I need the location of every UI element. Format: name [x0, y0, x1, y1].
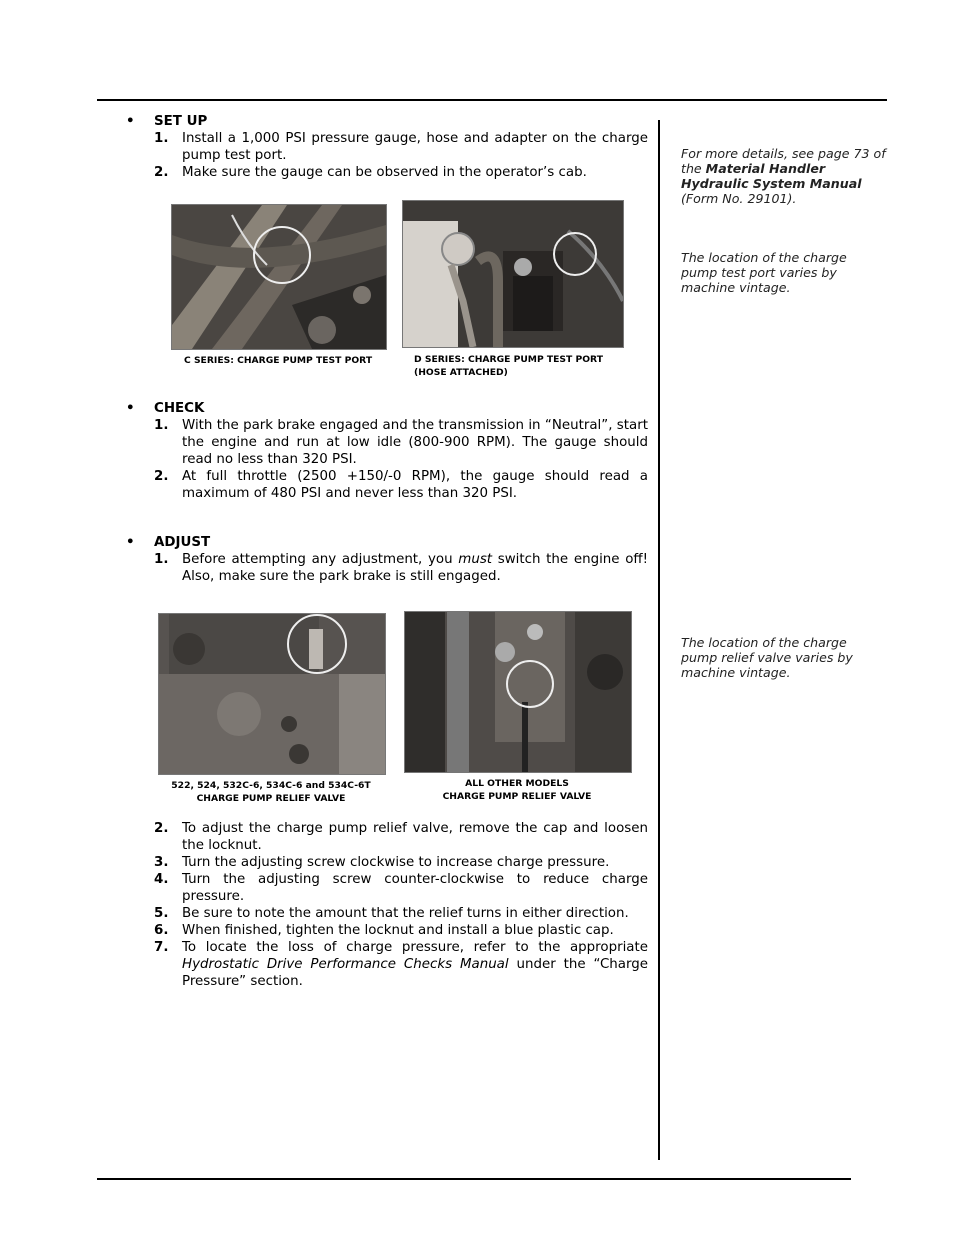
manual-reference: Material Handler Hydraulic System Manual [681, 161, 862, 191]
check-heading: CHECK [154, 401, 205, 416]
list-item [126, 871, 648, 905]
step-text: Make sure the gauge can be observed in the operator’s cab. [182, 165, 587, 180]
step-text: To locate the loss of charge pressure, refer to the appropriate [182, 940, 648, 955]
check-section [126, 400, 648, 502]
step-number: 2. [154, 821, 169, 836]
caption-line: D SERIES: CHARGE PUMP TEST PORT [414, 354, 603, 365]
bullet-icon: • [126, 535, 135, 550]
caption-line: (HOSE ATTACHED) [414, 367, 508, 378]
step-text: Be sure to note the amount that the relief turns in either direction. [182, 906, 629, 921]
note-text: For more details, see page 73 of the [681, 146, 886, 176]
step-text: under the “Charge Pressure” section. [182, 957, 648, 989]
step-number: 1. [154, 418, 169, 433]
step-number: 6. [154, 923, 169, 938]
top-rule [97, 99, 887, 101]
step-number: 1. [154, 552, 169, 567]
sidebar-note-relief-valve [681, 635, 886, 680]
note-text: (Form No. 29101). [681, 191, 797, 206]
bullet-icon: • [126, 401, 135, 416]
bottom-rule [97, 1178, 851, 1180]
c-series-test-port-photo [171, 204, 387, 350]
step-number: 7. [154, 940, 169, 955]
step-number: 2. [154, 165, 169, 180]
step-text: Turn the adjusting screw counter-clockwise to reduce charge pressure. [182, 872, 648, 904]
list-item [126, 820, 648, 854]
adjust-heading-row [126, 534, 648, 551]
step-number: 1. [154, 131, 169, 146]
step-number: 2. [154, 469, 169, 484]
list-item [126, 905, 648, 922]
sidebar-note-test-port [681, 250, 886, 295]
step-number: 3. [154, 855, 169, 870]
caption-line: C SERIES: CHARGE PUMP TEST PORT [184, 355, 373, 366]
step-text: Turn the adjusting screw clockwise to increase charge pressure. [182, 855, 610, 870]
setup-steps [126, 130, 648, 181]
list-item [126, 922, 648, 939]
adjust-heading: ADJUST [154, 535, 211, 550]
adjust-section [126, 534, 648, 585]
list-item [126, 854, 648, 871]
note-text: The location of the charge pump relief valve varies by machine vintage. [681, 635, 853, 680]
list-item [126, 939, 648, 990]
relief-valve-photo-other [404, 611, 632, 773]
list-item [126, 417, 648, 468]
list-item [126, 164, 648, 181]
relief-valve-photo-522 [158, 613, 386, 775]
relief-valve-other-caption [404, 777, 630, 803]
column-divider [658, 120, 660, 1160]
sidebar-note-details [681, 146, 886, 206]
d-series-caption [414, 353, 603, 379]
step-number: 4. [154, 872, 169, 887]
step-text: To adjust the charge pump relief valve, remove the cap and loosen the locknut. [182, 821, 648, 853]
step-text: Install a 1,000 PSI pressure gauge, hose and adapter on the charge pump test port. [182, 131, 648, 163]
step-text: Before attempting any adjustment, you [182, 552, 459, 567]
caption-line: 522, 524, 532C-6, 534C-6 and 534C-6T [171, 780, 371, 791]
c-series-caption [184, 354, 372, 367]
step-text: With the park brake engaged and the transmission in “Neutral”, start the engine and run at low idle (800-900 RPM). The gauge should read no less than 320 PSI. [182, 418, 648, 467]
setup-heading-row [126, 113, 648, 130]
check-steps [126, 417, 648, 502]
adjust-steps-first [126, 551, 648, 585]
list-item [126, 551, 648, 585]
bullet-icon: • [126, 114, 135, 129]
list-item [126, 130, 648, 164]
step-number: 5. [154, 906, 169, 921]
setup-heading: SET UP [154, 114, 208, 129]
list-item [126, 468, 648, 502]
adjust-continued-section [126, 820, 648, 990]
note-text: The location of the charge pump test port varies by machine vintage. [681, 250, 847, 295]
adjust-steps [126, 820, 648, 990]
relief-valve-522-caption [158, 779, 384, 805]
caption-line: ALL OTHER MODELS [465, 778, 569, 789]
step-emphasis: must [458, 552, 493, 567]
step-text: At full throttle (2500 +150/-0 RPM), the gauge should read a maximum of 480 PSI and never less than 320 PSI. [182, 469, 648, 501]
step-text: switch the engine off! Also, make sure the park brake is still engaged. [182, 552, 648, 584]
check-heading-row [126, 400, 648, 417]
caption-line: CHARGE PUMP RELIEF VALVE [442, 791, 592, 802]
manual-title: Hydrostatic Drive Performance Checks Manual [182, 957, 509, 972]
setup-section [126, 113, 648, 181]
caption-line: CHARGE PUMP RELIEF VALVE [196, 793, 346, 804]
step-text: When finished, tighten the locknut and install a blue plastic cap. [182, 923, 614, 938]
d-series-test-port-photo [402, 200, 624, 348]
